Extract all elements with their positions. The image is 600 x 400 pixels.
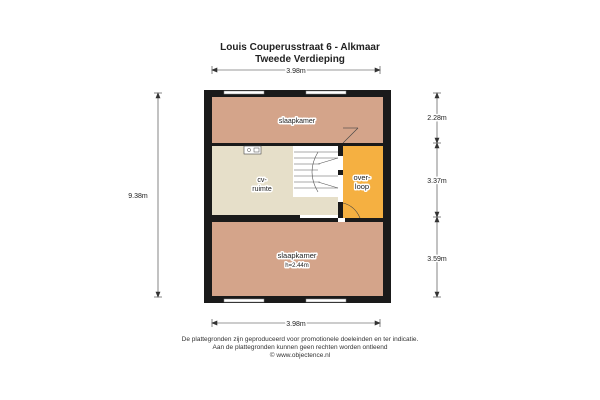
label-bedroom-top: slaapkamer	[278, 118, 316, 125]
dim-segment-bottom: 3.59m	[427, 256, 447, 263]
label-cv-line2: ruimte	[252, 186, 272, 193]
plan-subtitle: Tweede Verdieping	[255, 54, 345, 65]
plan-title: Louis Couperusstraat 6 - Alkmaar	[220, 42, 380, 53]
dim-segment-top: 2.28m	[427, 115, 447, 122]
label-landing-line2: loop	[354, 182, 370, 191]
dim-bottom-width: 3.98m	[286, 321, 306, 328]
label-bedroom-height: h=2.44m	[285, 263, 309, 269]
dim-total-height: 9.38m	[128, 193, 148, 200]
label-landing-line1: over-	[353, 173, 371, 182]
label-bedroom-bottom: slaapkamer	[277, 251, 317, 260]
dim-segment-middle: 3.37m	[427, 178, 447, 185]
footer-disclaimer-2: Aan de plattegronden kunnen geen rechten worden ontleend	[212, 344, 388, 351]
label-cv-line1: cv-	[257, 177, 267, 184]
footer-disclaimer-1: De plattegronden zijn geproduceerd voor promotionele doeleinden en ter indicatie.	[181, 336, 419, 343]
dim-top-width: 3.98m	[286, 68, 306, 75]
footer-copyright: © www.objectence.nl	[269, 352, 331, 359]
cv-unit-icon	[244, 146, 261, 154]
